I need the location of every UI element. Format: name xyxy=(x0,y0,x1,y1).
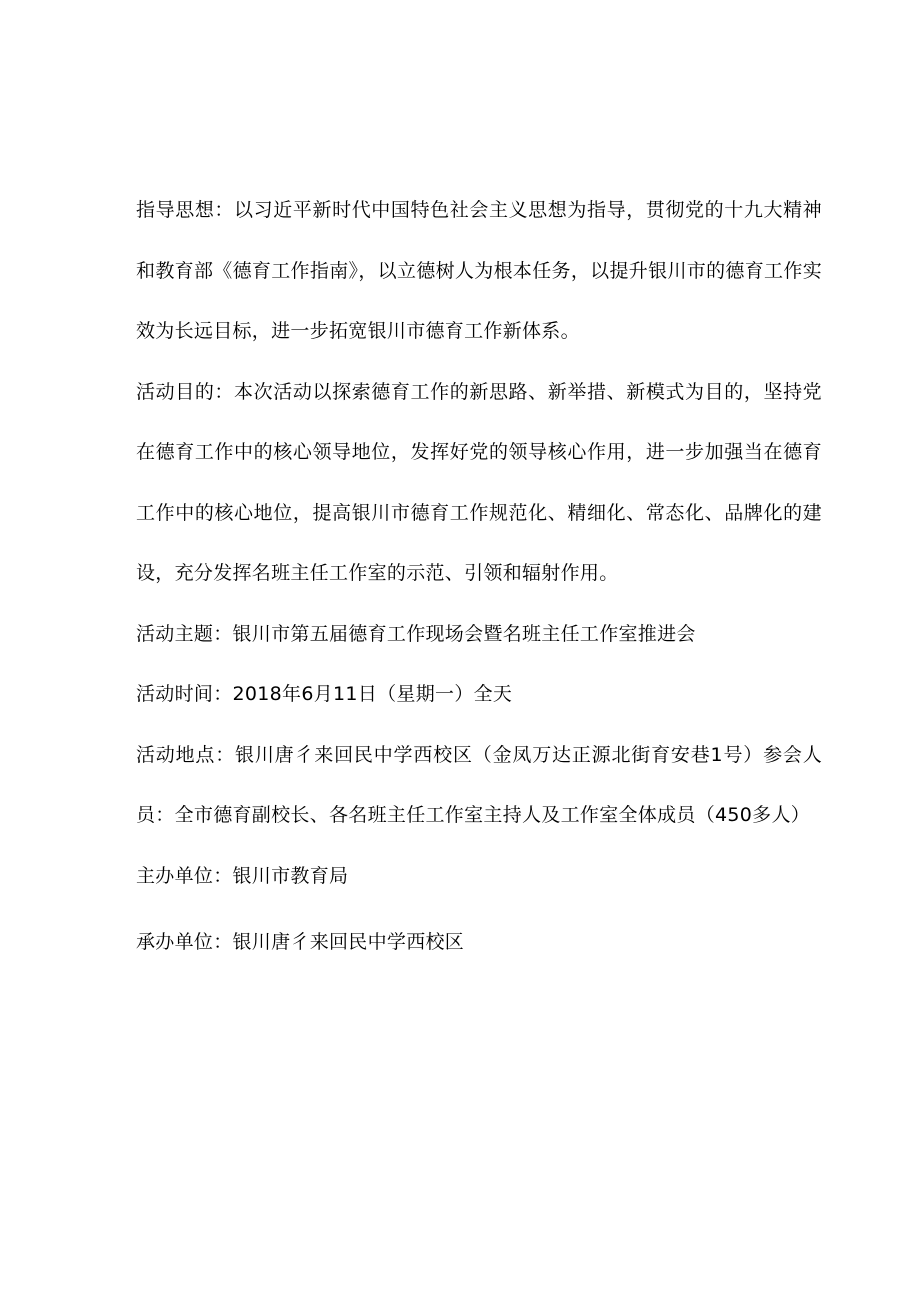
paragraph-activity-theme: 活动主题：银川市第五届德育工作现场会暨名班主任工作室推进会 xyxy=(136,622,696,645)
paragraph-host: 承办单位：银川唐彳来回民中学西校区 xyxy=(136,931,465,953)
document-body xyxy=(136,180,822,973)
paragraph-activity-time: 活动时间：2018年6月11日（星期一）全天 xyxy=(136,683,513,705)
paragraph-organizer: 主办单位：银川市教育局 xyxy=(136,864,349,887)
paragraph-activity-purpose: 活动目的：本次活动以探索德育工作的新思路、新举措、新模式为目的，坚持党在德育工作中的核心领导地位，发挥好党的领导核心作用，进一步加强当在德育工作中的核心地位，提高银川市德育工作规范化、精细化、常态化、品牌化的建设，充分发挥名班主任工作室的示范、引领和辐射作用。 xyxy=(136,380,822,584)
paragraph-activity-location-attendees: 活动地点：银川唐彳来回民中学西校区（金凤万达正源北街育安巷1号）参会人员：全市德育副校长、各名班主任工作室主持人及工作室全体成员（450多人） xyxy=(136,743,822,826)
paragraph-guiding-ideology: 指导思想：以习近平新时代中国特色社会主义思想为指导，贯彻党的十九大精神和教育部《德育工作指南》，以立德树人为根本任务，以提升银川市的德育工作实效为长远目标，进一步拓宽银川市德育工作新体系。 xyxy=(136,199,822,342)
